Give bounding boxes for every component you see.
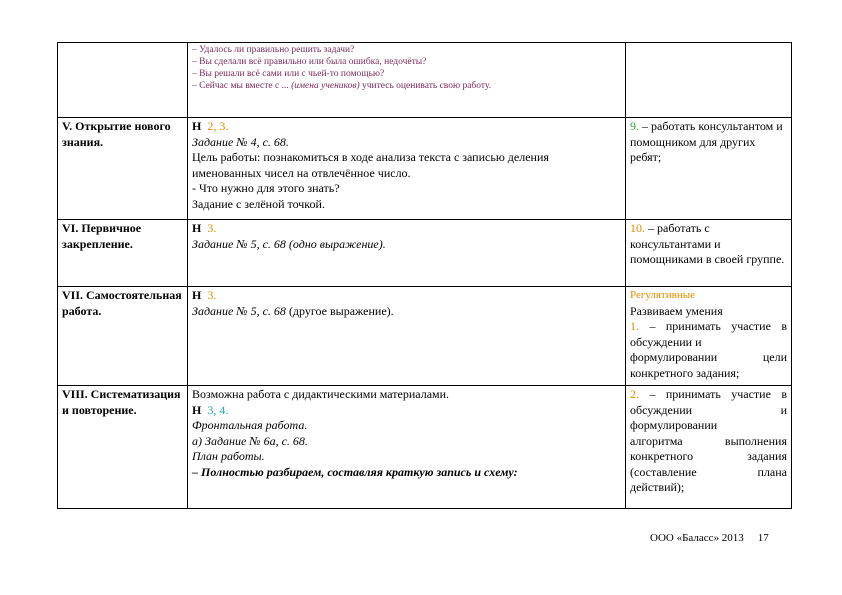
question-line: – Удалось ли правильно решить задачи? — [192, 45, 355, 55]
stage-title: VIII. Систематизация и повторение. — [62, 387, 181, 417]
stage-cell — [58, 386, 188, 509]
table-row — [58, 43, 792, 118]
question-line: – Вы решали всё сами или с чьей-то помощью? — [192, 69, 385, 79]
skill-text: – принимать участие в — [649, 387, 788, 401]
table-row — [58, 386, 792, 509]
task-ref — [192, 304, 621, 320]
dot-task: Задание с зелёной точкой. — [192, 196, 325, 211]
question-suffix: учитесь оценивать свою работу. — [362, 81, 492, 91]
skill-line: формулировании цели — [630, 350, 787, 364]
skills-cell — [626, 43, 792, 118]
table-row — [58, 287, 792, 386]
skill-number: 10. — [630, 221, 645, 235]
skill-line: конкретного задания — [630, 449, 787, 463]
skill-number: 2. — [630, 387, 639, 401]
content-cell — [188, 118, 626, 220]
skill-codes: 3, 4. — [207, 402, 229, 417]
skill-codes: 3. — [207, 221, 217, 235]
code-line — [192, 403, 621, 419]
intro-text: Возможна работа с дидактическими материалами. — [192, 387, 450, 401]
skill-number: 1. — [630, 319, 639, 333]
skill-line: конкретного задания; — [630, 365, 740, 380]
skill-codes: 3. — [207, 288, 217, 302]
stage-cell — [58, 118, 188, 220]
task-ref: а) Задание № 6а, с. 68. — [192, 433, 308, 448]
content-cell — [188, 386, 626, 509]
content-cell — [188, 43, 626, 118]
question-line — [192, 80, 621, 92]
task-ref-italic: Задание № 5, с. 68 — [192, 303, 286, 318]
skill-line: формулировании — [630, 418, 718, 432]
code-line — [192, 221, 621, 237]
stage-title: VI. Первичное закрепление. — [62, 221, 142, 251]
skill-group-subtitle: Развиваем умения — [630, 303, 723, 318]
skill-line: алгоритма выполнения — [630, 433, 787, 448]
page-number: 17 — [757, 532, 769, 544]
table-row — [58, 220, 792, 287]
stage-cell — [58, 43, 188, 118]
skill-text: – работать с консультантами и помощниками в своей группе. — [630, 221, 785, 266]
stage-title: V. Открытие нового знания. — [62, 119, 171, 149]
skill-line — [630, 387, 787, 403]
h-marker: Н — [192, 402, 202, 417]
work-mode: Фронтальная работа. — [192, 418, 308, 432]
skill-text: – работать консультантом и помощником для других ребят; — [630, 119, 783, 164]
goal-text: Цель работы: познакомиться в ходе анализа текста с записью деления именованных чисел на отвлечённое число. — [192, 150, 549, 180]
question-prefix: – Сейчас мы вместе с ... — [192, 81, 289, 91]
skills-cell — [626, 220, 792, 287]
skill-line: действий); — [630, 480, 685, 494]
lesson-table — [57, 42, 792, 509]
content-cell — [188, 220, 626, 287]
stage-cell — [58, 287, 188, 386]
table-row — [58, 118, 792, 220]
skill-line: обсуждении и — [630, 402, 787, 417]
skill-line — [630, 319, 787, 335]
h-marker: Н — [192, 119, 202, 133]
h-marker: Н — [192, 221, 202, 235]
task-ref: Задание № 5, с. 68 (одно выражение). — [192, 236, 386, 251]
plan-title: План работы. — [192, 449, 265, 463]
skill-codes: 2, 3. — [207, 119, 229, 133]
skill-line: (составление плана — [630, 464, 787, 479]
content-cell — [188, 287, 626, 386]
stage-title: VII. Самостоятельная работа. — [62, 288, 182, 318]
question-text: - Что нужно для этого знать? — [192, 181, 340, 195]
question-line: – Вы сделали всё правильно или была ошибка, недочёты? — [192, 57, 427, 67]
code-line — [192, 288, 621, 304]
skill-text: – принимать участие в — [649, 319, 788, 333]
code-line — [192, 119, 621, 135]
plan-step: – Полностью разбираем, составляя краткую запись и схему: — [192, 464, 518, 479]
skill-group-title: Регулятивные — [630, 289, 695, 301]
skills-cell — [626, 386, 792, 509]
skills-cell — [626, 287, 792, 386]
skills-cell — [626, 118, 792, 220]
task-ref: Задание № 4, с. 68. — [192, 134, 289, 149]
task-ref-rest: (другое выражение). — [288, 303, 394, 318]
publisher-text: ООО «Баласс» 2013 — [650, 532, 744, 544]
h-marker: Н — [192, 288, 202, 302]
skill-number: 9. — [630, 119, 639, 133]
page-footer — [650, 532, 769, 544]
skill-line: обсуждении и — [630, 334, 702, 349]
stage-cell — [58, 220, 188, 287]
question-italic: (имена учеников) — [291, 81, 360, 91]
